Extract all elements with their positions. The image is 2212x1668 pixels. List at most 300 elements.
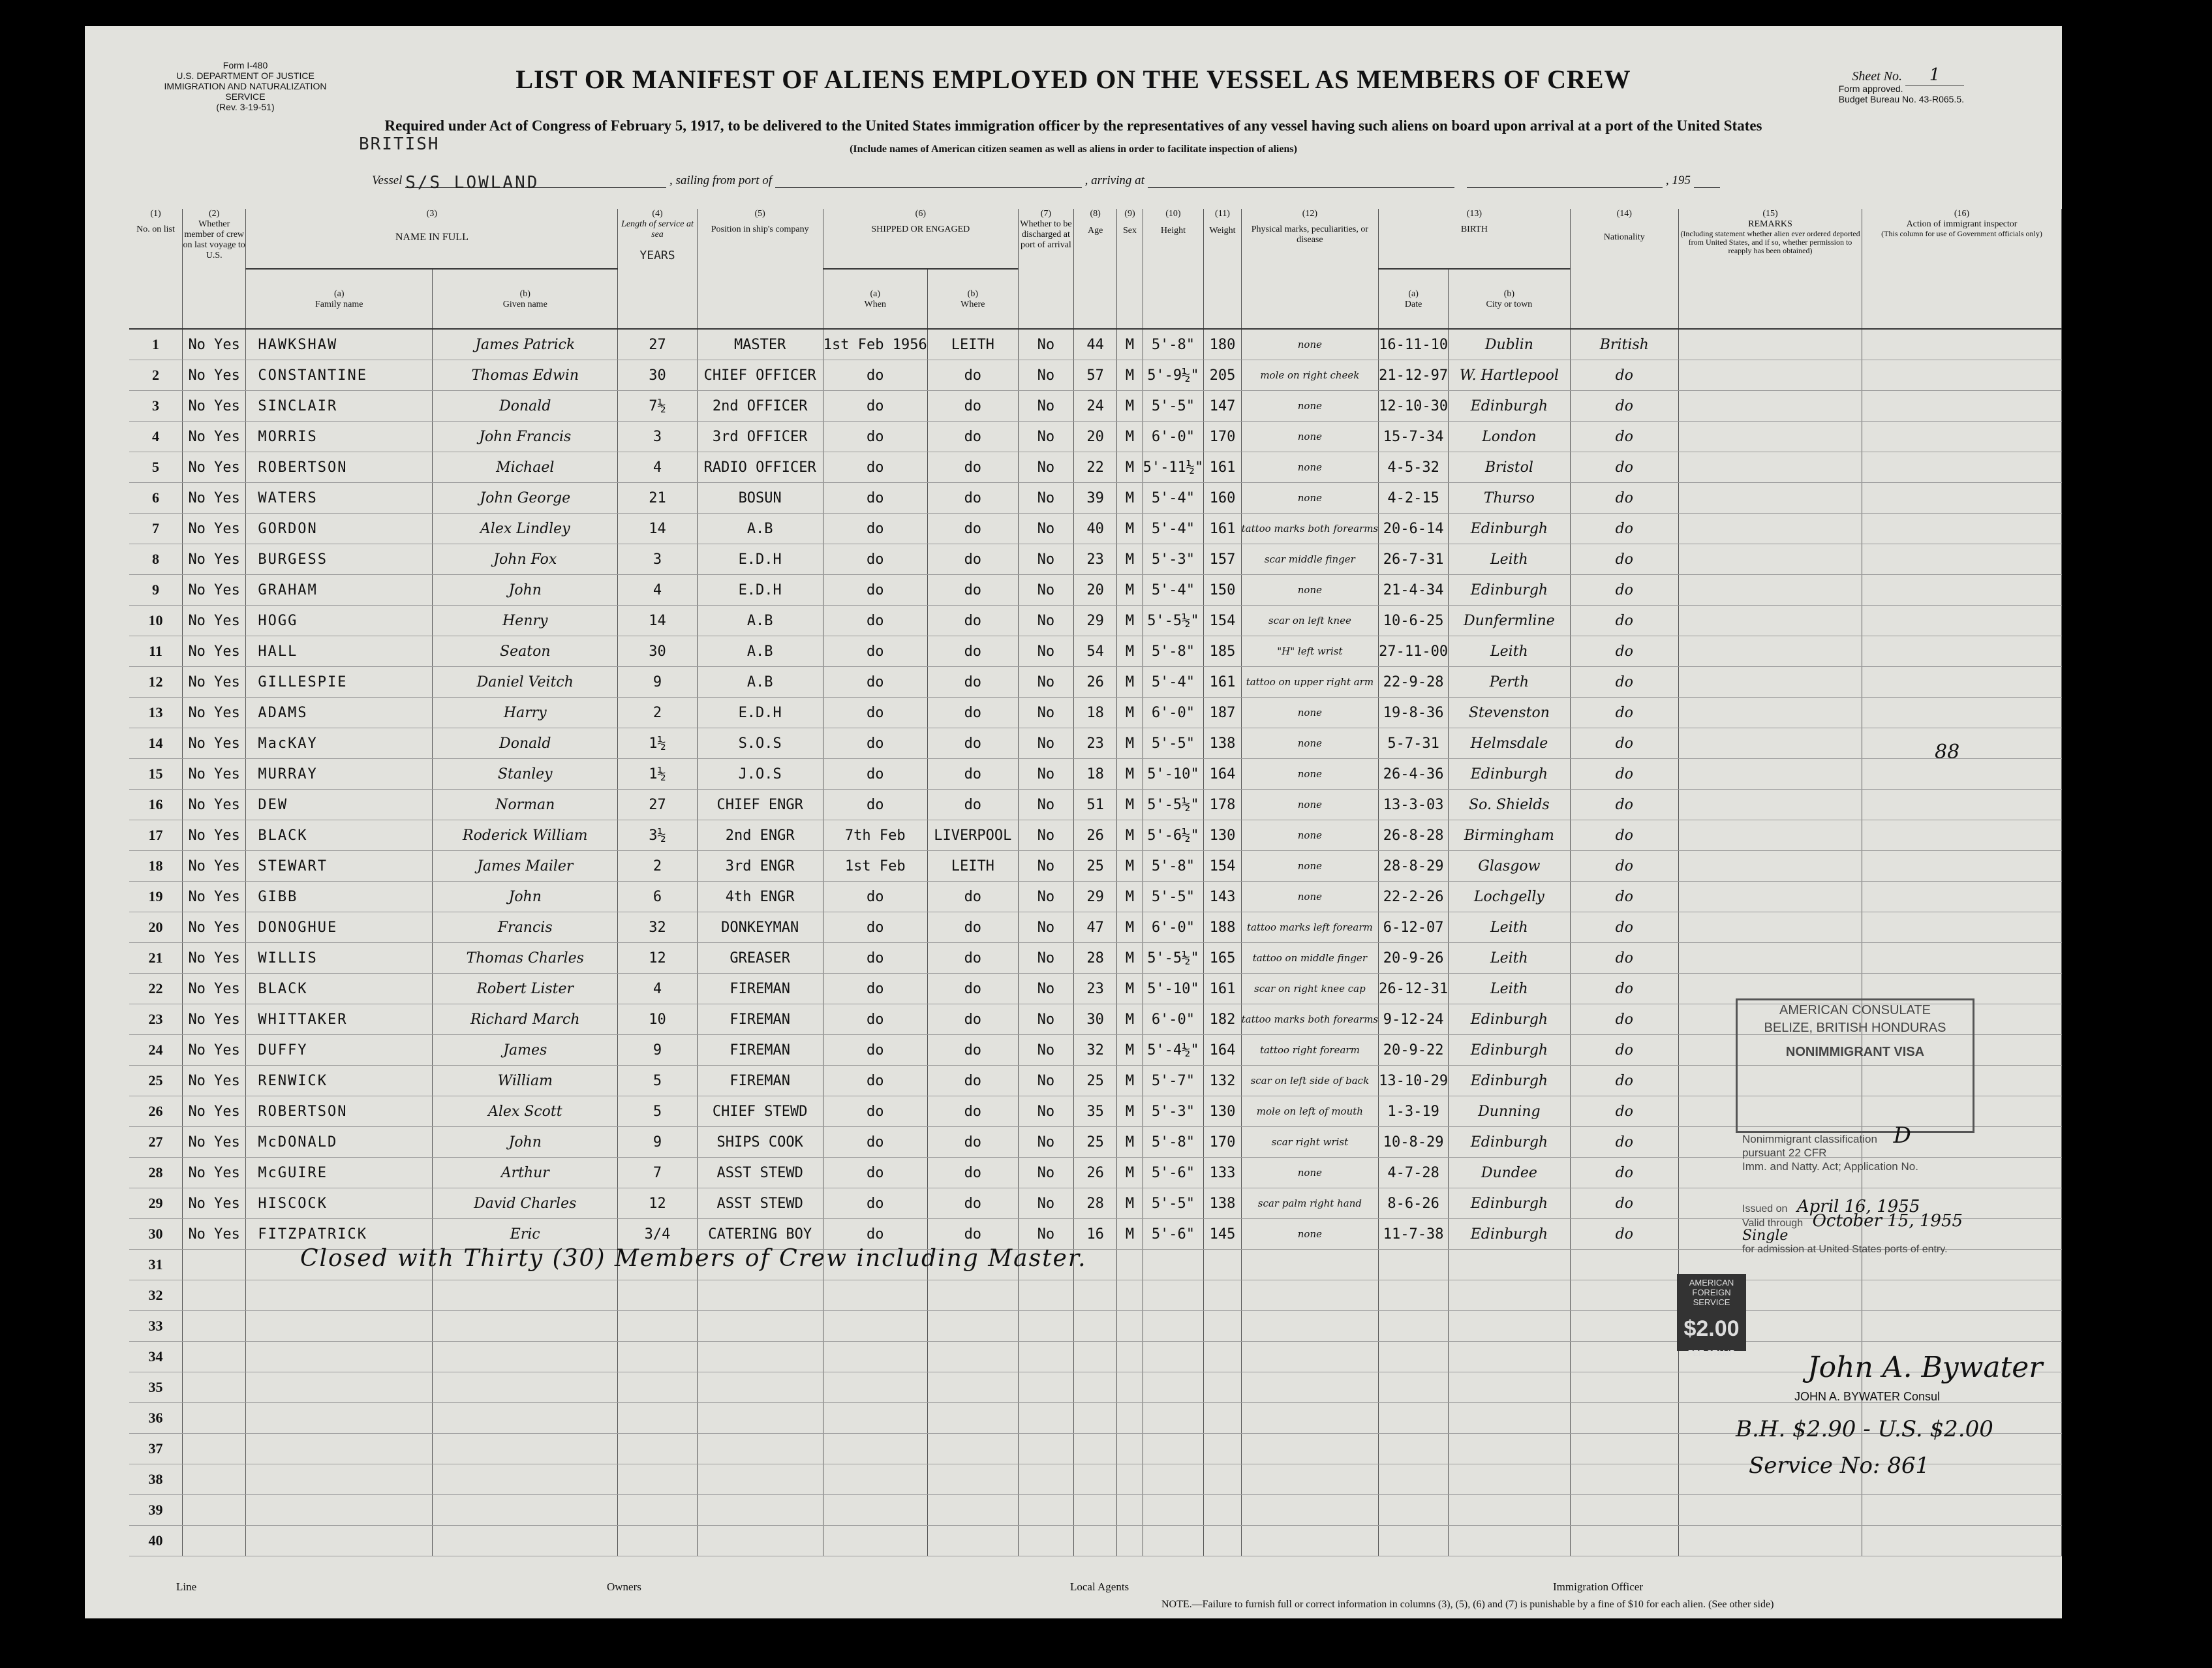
cell-empty: [1117, 1403, 1143, 1434]
cell-action: [1862, 391, 2062, 422]
cell-remarks: [1678, 391, 1862, 422]
cell-sex: M: [1117, 575, 1143, 606]
cell-age: 20: [1073, 575, 1116, 606]
cell-empty: [1241, 1372, 1379, 1403]
cell-where: do: [927, 1158, 1018, 1188]
cell-empty: [1018, 1403, 1073, 1434]
cell-where: do: [927, 1219, 1018, 1250]
cell-empty: [1073, 1280, 1116, 1311]
cell-dis: No: [1018, 974, 1073, 1004]
cell-action: [1862, 882, 2062, 912]
cell-given: David Charles: [433, 1188, 618, 1219]
cell-age: 30: [1073, 1004, 1116, 1035]
cell-fam: RENWICK: [246, 1066, 433, 1096]
table-row: [129, 943, 2062, 974]
cell-fam: ADAMS: [246, 698, 433, 728]
cell-empty: [1117, 1495, 1143, 1526]
cell-when: do: [823, 1158, 927, 1188]
cell-empty: [1241, 1250, 1379, 1280]
cell-given: Donald: [433, 728, 618, 759]
cell-nat: do: [1570, 636, 1678, 667]
cell-no: 11: [129, 636, 183, 667]
cell-remarks: [1678, 851, 1862, 882]
cell-yrs: 1½: [618, 728, 697, 759]
cell-where: do: [927, 698, 1018, 728]
cell-empty: [1449, 1372, 1571, 1403]
col-service-label: Length of service at sea: [621, 219, 694, 239]
cell-fam: McGUIRE: [246, 1158, 433, 1188]
cell-dis: No: [1018, 1035, 1073, 1066]
cell-empty: [433, 1372, 618, 1403]
cell-sex: M: [1117, 759, 1143, 790]
cell-dis: No: [1018, 360, 1073, 391]
col-given-num: (b): [519, 289, 530, 299]
col-sex-num: (9): [1124, 209, 1135, 219]
cell-nat: do: [1570, 391, 1678, 422]
cell-where: do: [927, 790, 1018, 820]
cell-city: Edinburgh: [1449, 1188, 1571, 1219]
col-nationality-label: Nationality: [1603, 232, 1645, 242]
cell-yrs: 30: [618, 360, 697, 391]
cell-empty: [823, 1526, 927, 1556]
cell-yrs: 14: [618, 606, 697, 636]
cell-prev: No Yes: [183, 575, 246, 606]
cell-empty: [183, 1280, 246, 1311]
cell-bdate: 4-7-28: [1379, 1158, 1449, 1188]
col-where-label: Where: [960, 300, 985, 309]
cell-dis: No: [1018, 606, 1073, 636]
cell-given: Henry: [433, 606, 618, 636]
cell-age: 25: [1073, 1066, 1116, 1096]
cell-when: do: [823, 759, 927, 790]
cell-sex: M: [1117, 1219, 1143, 1250]
cell-yrs: 30: [618, 636, 697, 667]
cell-wt: 164: [1204, 1035, 1241, 1066]
col-family-header: [246, 269, 433, 329]
cell-nat: do: [1570, 698, 1678, 728]
cell-no: 3: [129, 391, 183, 422]
cell-empty: [927, 1526, 1018, 1556]
cell-prev: No Yes: [183, 1066, 246, 1096]
cell-wt: 150: [1204, 575, 1241, 606]
cell-empty: [1117, 1342, 1143, 1372]
col-marks-header: [1241, 209, 1379, 329]
cell-empty: [1379, 1495, 1449, 1526]
cell-no: 16: [129, 790, 183, 820]
cell-action: [1862, 912, 2062, 943]
cell-where: do: [927, 1127, 1018, 1158]
cell-bdate: 22-2-26: [1379, 882, 1449, 912]
cell-no: 32: [129, 1280, 183, 1311]
col-position-header: [697, 209, 823, 329]
cell-action: [1862, 422, 2062, 452]
cell-bdate: 8-6-26: [1379, 1188, 1449, 1219]
cell-prev: No Yes: [183, 391, 246, 422]
col-birth-num: (13): [1466, 209, 1482, 219]
cell-no: 29: [129, 1188, 183, 1219]
cell-empty: [1678, 1526, 1862, 1556]
cell-pos: GREASER: [697, 943, 823, 974]
cell-bdate: 12-10-30: [1379, 391, 1449, 422]
cell-given: Robert Lister: [433, 974, 618, 1004]
cell-wt: 161: [1204, 667, 1241, 698]
cell-empty: [1018, 1342, 1073, 1372]
cell-dis: No: [1018, 1158, 1073, 1188]
fee-stamp-amount: $2.00: [1683, 1316, 1740, 1341]
cell-ht: 5'-8": [1143, 851, 1204, 882]
cell-no: 9: [129, 575, 183, 606]
cell-no: 25: [129, 1066, 183, 1096]
cell-when: do: [823, 728, 927, 759]
cell-no: 1: [129, 329, 183, 360]
col-no-label: No. on list: [136, 224, 175, 234]
cell-marks: none: [1241, 820, 1379, 851]
cell-pos: 3rd ENGR: [697, 851, 823, 882]
cell-marks: tattoo right forearm: [1241, 1035, 1379, 1066]
cell-empty: [183, 1495, 246, 1526]
cell-remarks: [1678, 544, 1862, 575]
cell-wt: 170: [1204, 422, 1241, 452]
cell-dis: No: [1018, 667, 1073, 698]
cell-bdate: 6-12-07: [1379, 912, 1449, 943]
cell-city: Edinburgh: [1449, 1219, 1571, 1250]
cell-empty: [1204, 1434, 1241, 1464]
cell-nat: do: [1570, 820, 1678, 851]
cell-bdate: 10-6-25: [1379, 606, 1449, 636]
cell-pos: 2nd OFFICER: [697, 391, 823, 422]
footer-line-label: Line: [176, 1581, 197, 1593]
cell-sex: M: [1117, 360, 1143, 391]
cell-empty: [697, 1495, 823, 1526]
col-age-header: [1073, 209, 1116, 329]
cell-fam: HAWKSHAW: [246, 329, 433, 360]
cell-dis: No: [1018, 1127, 1073, 1158]
cell-pos: BOSUN: [697, 483, 823, 514]
cell-bdate: 13-10-29: [1379, 1066, 1449, 1096]
table-row: [129, 514, 2062, 544]
cell-marks: none: [1241, 698, 1379, 728]
table-row: [129, 851, 2062, 882]
cell-pos: A.B: [697, 514, 823, 544]
cell-empty: [183, 1434, 246, 1464]
cell-when: do: [823, 452, 927, 483]
cell-given: John Francis: [433, 422, 618, 452]
col-height-header: [1143, 209, 1204, 329]
vessel-line: [150, 173, 2042, 193]
cell-remarks: [1678, 943, 1862, 974]
cell-age: 29: [1073, 606, 1116, 636]
cell-prev: No Yes: [183, 360, 246, 391]
cell-yrs: 1½: [618, 759, 697, 790]
table-row: [129, 329, 2062, 360]
cell-yrs: 14: [618, 514, 697, 544]
cell-prev: No Yes: [183, 943, 246, 974]
table-row-empty: [129, 1280, 2062, 1311]
cell-dis: No: [1018, 759, 1073, 790]
cell-wt: 161: [1204, 974, 1241, 1004]
cell-marks: none: [1241, 851, 1379, 882]
cell-dis: No: [1018, 790, 1073, 820]
col-when-header: [823, 269, 927, 329]
cell-city: W. Hartlepool: [1449, 360, 1571, 391]
cell-empty: [1204, 1495, 1241, 1526]
table-row: [129, 790, 2062, 820]
cell-no: 4: [129, 422, 183, 452]
cell-empty: [1018, 1434, 1073, 1464]
cell-empty: [1018, 1372, 1073, 1403]
cell-bdate: 28-8-29: [1379, 851, 1449, 882]
cell-city: Edinburgh: [1449, 1066, 1571, 1096]
cell-empty: [1204, 1280, 1241, 1311]
cell-nat: do: [1570, 575, 1678, 606]
cell-fam: BLACK: [246, 974, 433, 1004]
sheet-number: [1852, 65, 1964, 85]
cell-where: do: [927, 514, 1018, 544]
cell-remarks: [1678, 698, 1862, 728]
cell-city: So. Shields: [1449, 790, 1571, 820]
cell-action: [1862, 667, 2062, 698]
cell-ht: 5'-6½": [1143, 820, 1204, 851]
col-discharge-num: (7): [1040, 209, 1052, 219]
cell-where: LEITH: [927, 851, 1018, 882]
cell-empty: [433, 1464, 618, 1495]
cell-empty: [697, 1434, 823, 1464]
cell-empty: [618, 1434, 697, 1464]
cell-empty: [1073, 1342, 1116, 1372]
cell-sex: M: [1117, 1035, 1143, 1066]
cell-bdate: 26-4-36: [1379, 759, 1449, 790]
cell-given: James Patrick: [433, 329, 618, 360]
col-weight-header: [1204, 209, 1241, 329]
cell-wt: 160: [1204, 483, 1241, 514]
cell-dis: No: [1018, 483, 1073, 514]
cell-ht: 5'-7": [1143, 1066, 1204, 1096]
cell-wt: 165: [1204, 943, 1241, 974]
cell-empty: [1204, 1342, 1241, 1372]
cell-empty: [618, 1342, 697, 1372]
col-city-label: City or town: [1486, 300, 1533, 309]
cell-bdate: 26-8-28: [1379, 820, 1449, 851]
cell-age: 51: [1073, 790, 1116, 820]
cell-ht: 5'-4½": [1143, 1035, 1204, 1066]
cell-marks: mole on left of mouth: [1241, 1096, 1379, 1127]
cell-empty: [1862, 1495, 2062, 1526]
cell-empty: [1204, 1464, 1241, 1495]
cell-given: Daniel Veitch: [433, 667, 618, 698]
cell-marks: none: [1241, 790, 1379, 820]
cell-action: [1862, 728, 2062, 759]
cell-marks: scar on left knee: [1241, 606, 1379, 636]
arrival-port-field[interactable]: [1148, 173, 1454, 188]
cell-prev: No Yes: [183, 422, 246, 452]
cell-empty: [1570, 1250, 1678, 1280]
table-row-empty: [129, 1342, 2062, 1372]
cell-nat: do: [1570, 1096, 1678, 1127]
cell-given: Francis: [433, 912, 618, 943]
sailing-port-field[interactable]: [775, 173, 1082, 188]
cell-no: 15: [129, 759, 183, 790]
cell-where: LIVERPOOL: [927, 820, 1018, 851]
cell-when: do: [823, 1035, 927, 1066]
cell-fam: DEW: [246, 790, 433, 820]
cell-where: do: [927, 391, 1018, 422]
cell-nat: do: [1570, 514, 1678, 544]
cell-bdate: 22-9-28: [1379, 667, 1449, 698]
cell-empty: [1117, 1311, 1143, 1342]
cell-given: Richard March: [433, 1004, 618, 1035]
cell-no: 31: [129, 1250, 183, 1280]
col-service-unit: YEARS: [639, 249, 675, 262]
cell-prev: No Yes: [183, 514, 246, 544]
cell-sex: M: [1117, 728, 1143, 759]
cell-sex: M: [1117, 667, 1143, 698]
cell-empty: [618, 1495, 697, 1526]
cell-fam: STEWART: [246, 851, 433, 882]
cell-pos: ASST STEWD: [697, 1188, 823, 1219]
cell-bdate: 21-4-34: [1379, 575, 1449, 606]
cell-pos: MASTER: [697, 329, 823, 360]
cell-where: do: [927, 974, 1018, 1004]
cell-where: do: [927, 422, 1018, 452]
cell-dis: No: [1018, 575, 1073, 606]
cell-wt: 161: [1204, 452, 1241, 483]
cell-no: 33: [129, 1311, 183, 1342]
cell-ht: 5'-3": [1143, 544, 1204, 575]
consulate-visa-stamp: [1736, 998, 1974, 1133]
cell-empty: [1241, 1280, 1379, 1311]
col-when-label: When: [864, 300, 886, 309]
col-remarks-label: REMARKS: [1748, 219, 1792, 229]
cell-remarks: [1678, 790, 1862, 820]
cell-empty: [618, 1526, 697, 1556]
cell-empty: [1379, 1403, 1449, 1434]
cell-yrs: 21: [618, 483, 697, 514]
cell-city: Thurso: [1449, 483, 1571, 514]
cell-bdate: 15-7-34: [1379, 422, 1449, 452]
cell-prev: No Yes: [183, 606, 246, 636]
cell-remarks: [1678, 483, 1862, 514]
cell-bdate: 9-12-24: [1379, 1004, 1449, 1035]
table-row: [129, 667, 2062, 698]
cell-ht: 5'-5": [1143, 391, 1204, 422]
cell-prev: No Yes: [183, 544, 246, 575]
col-given-label: Given name: [502, 300, 547, 309]
cell-empty: [823, 1311, 927, 1342]
cell-yrs: 12: [618, 1188, 697, 1219]
fee-stamp-bottom: FEE STAMP: [1687, 1348, 1736, 1358]
cell-wt: 130: [1204, 820, 1241, 851]
cell-action: [1862, 575, 2062, 606]
year-field[interactable]: [1694, 173, 1720, 188]
cell-empty: [1018, 1526, 1073, 1556]
cell-ht: 5'-4": [1143, 575, 1204, 606]
sheet-value: 1: [1905, 65, 1964, 85]
cell-ht: 5'-6": [1143, 1158, 1204, 1188]
cell-when: do: [823, 943, 927, 974]
cell-marks: none: [1241, 1158, 1379, 1188]
col-prev-label: Whether member of crew on last voyage to U.S.: [183, 219, 245, 260]
arrival-date-field[interactable]: [1467, 173, 1663, 188]
cell-wt: 154: [1204, 606, 1241, 636]
col-nationality-header: [1570, 209, 1678, 329]
cell-wt: 132: [1204, 1066, 1241, 1096]
cell-sex: M: [1117, 1096, 1143, 1127]
cell-given: Eric: [433, 1219, 618, 1250]
cell-city: Dundee: [1449, 1158, 1571, 1188]
cell-empty: [1379, 1342, 1449, 1372]
cell-remarks: [1678, 575, 1862, 606]
cell-city: Birmingham: [1449, 820, 1571, 851]
cell-sex: M: [1117, 820, 1143, 851]
cell-bdate: 27-11-00: [1379, 636, 1449, 667]
col-when-num: (a): [870, 289, 881, 299]
cell-nat: do: [1570, 759, 1678, 790]
sheet-label: Sheet No.: [1852, 69, 1902, 84]
cell-yrs: 5: [618, 1066, 697, 1096]
cell-empty: [1379, 1280, 1449, 1311]
cell-empty: [1143, 1403, 1204, 1434]
vessel-label: Vessel: [372, 174, 403, 187]
cell-dis: No: [1018, 1066, 1073, 1096]
valid-date: October 15, 1955: [1812, 1211, 1963, 1231]
cell-pos: FIREMAN: [697, 1004, 823, 1035]
cell-fam: WATERS: [246, 483, 433, 514]
page-title: LIST OR MANIFEST OF ALIENS EMPLOYED ON THE VESSEL AS MEMBERS OF CREW: [515, 65, 1631, 94]
col-given-header: [433, 269, 618, 329]
cell-when: do: [823, 912, 927, 943]
cell-no: 24: [129, 1035, 183, 1066]
cell-bdate: 1-3-19: [1379, 1096, 1449, 1127]
cell-action: [1862, 851, 2062, 882]
cell-yrs: 6: [618, 882, 697, 912]
cell-empty: [618, 1464, 697, 1495]
cell-age: 18: [1073, 759, 1116, 790]
cell-empty: [618, 1403, 697, 1434]
col-bdate-label: Date: [1404, 300, 1422, 309]
col-shipped-header: [823, 209, 1018, 269]
cell-given: Stanley: [433, 759, 618, 790]
cell-empty: [1143, 1372, 1204, 1403]
cell-empty: [1379, 1526, 1449, 1556]
table-row: [129, 483, 2062, 514]
cell-pos: CHIEF OFFICER: [697, 360, 823, 391]
cell-empty: [1241, 1403, 1379, 1434]
cell-given: Michael: [433, 452, 618, 483]
cell-pos: CATERING BOY: [697, 1219, 823, 1250]
cell-fam: CONSTANTINE: [246, 360, 433, 391]
cell-bdate: 20-6-14: [1379, 514, 1449, 544]
cell-empty: [1570, 1495, 1678, 1526]
cell-no: 34: [129, 1342, 183, 1372]
cell-marks: none: [1241, 452, 1379, 483]
cell-no: 13: [129, 698, 183, 728]
table-row: [129, 422, 2062, 452]
cell-no: 38: [129, 1464, 183, 1495]
cell-wt: 138: [1204, 728, 1241, 759]
col-remarks-header: [1678, 209, 1862, 329]
cell-action: [1862, 483, 2062, 514]
cell-empty: [246, 1464, 433, 1495]
cell-empty: [927, 1372, 1018, 1403]
col-marks-label: Physical marks, peculiarities, or disease: [1251, 224, 1368, 245]
cell-no: 40: [129, 1526, 183, 1556]
footer-owners-label: Owners: [607, 1581, 641, 1593]
cell-marks: mole on right cheek: [1241, 360, 1379, 391]
cell-dis: No: [1018, 943, 1073, 974]
cell-empty: [1449, 1526, 1571, 1556]
col-city-num: (b): [1503, 289, 1515, 299]
cell-marks: tattoo marks both forearms: [1241, 514, 1379, 544]
